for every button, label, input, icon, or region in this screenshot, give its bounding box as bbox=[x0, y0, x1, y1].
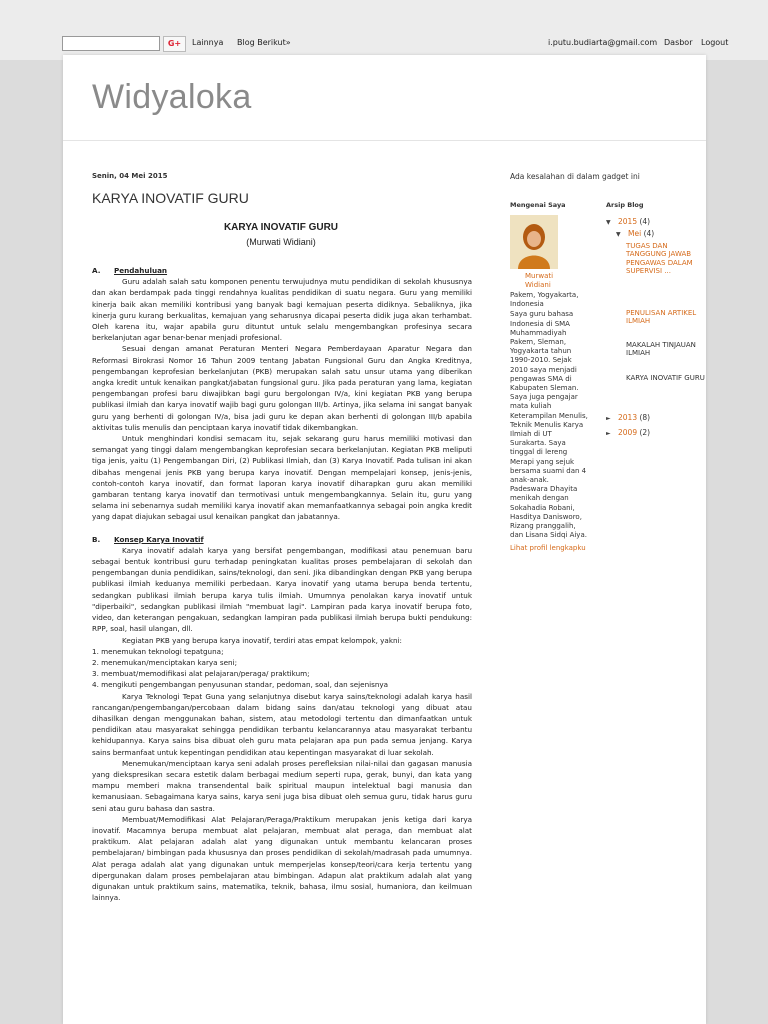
archive-post-link[interactable]: PENULISAN ARTIKEL ILMIAH bbox=[626, 309, 697, 326]
archive-year-2013[interactable]: ► 2013 (8) bbox=[606, 413, 651, 422]
next-blog-link[interactable]: Blog Berikut» bbox=[237, 38, 291, 47]
collapsed-triangle-icon: ► bbox=[606, 415, 611, 422]
paragraph: Membuat/Memodifikasi Alat Pelajaran/Peraga/Praktikum merupakan jenis ketiga dari karya inovatif. Macamnya berupa membuat alat pelajaran, membuat alat peraga, dan membuat alat praktikum. Alat pelajaran adalah alat yang digunakan untuk membantu kelancaran proses pembelajaran/ bimbingan pada khususnya dan proses pendidikan di sekolah/madrasah pada umumnya. Alat peraga adalah alat yang digunakan untuk memperjelas konsep/teori/cara kerja tertentu yang dipergunakan dalam proses pembelajaran atau bimbingan. Adapun alat praktikum adalah alat yang digunakan untuk praktikum sains, matematika, teknik, bahasa, ilmu sosial, humaniora, dan keilmuan lainnya. bbox=[92, 814, 472, 903]
paragraph: Karya Teknologi Tepat Guna yang selanjutnya disebut karya sains/teknologi adalah karya hasil rancangan/pengembangan/percobaan dalam bidang sains dan/atau teknologi yang dibuat atau dihasilkan dengan menggunakan bahan, sistem, atau metodologi tertentu dan dimanfaatkan untuk pendidikan atau masyarakat sehingga pendidikan terbantu kelancarannya atau masyarakat terbantu kehidupannya. Karya sains bisa dibuat oleh guru mata pelajaran apa pun pada semua jenjang. Karya sains bermanfaat untuk kepentingan pendidikan atau kepentingan masyarakat di luar sekolah. bbox=[92, 691, 472, 757]
post-title[interactable]: KARYA INOVATIF GURU bbox=[92, 190, 249, 206]
section-a-heading: A. Pendahuluan bbox=[92, 266, 168, 275]
header-divider bbox=[63, 140, 706, 141]
top-navbar bbox=[0, 0, 768, 60]
archive-post-link-current[interactable]: KARYA INOVATIF GURU bbox=[626, 374, 705, 382]
expanded-triangle-icon: ▼ bbox=[606, 219, 611, 226]
profile-avatar[interactable] bbox=[510, 215, 558, 269]
profile-location: Pakem, Yogyakarta, Indonesia bbox=[510, 291, 579, 309]
about-heading: Mengenai Saya bbox=[510, 201, 566, 209]
lainnya-link[interactable]: Lainnya bbox=[192, 38, 224, 47]
user-email: i.putu.budiarta@gmail.com bbox=[548, 38, 658, 47]
archive-heading: Arsip Blog bbox=[606, 201, 644, 209]
archive-year-2015[interactable]: ▼ 2015 (4) bbox=[606, 217, 651, 226]
logout-link[interactable]: Logout bbox=[701, 38, 729, 47]
archive-year-2009[interactable]: ► 2009 (2) bbox=[606, 428, 651, 437]
list-item: 1. menemukan teknologi tepatguna; bbox=[92, 646, 224, 656]
post-date: Senin, 04 Mei 2015 bbox=[92, 172, 168, 180]
blog-title[interactable]: Widyaloka bbox=[92, 78, 252, 116]
profile-bio: Saya guru bahasa Indonesia di SMA Muhammadiyah Pakem, Sleman, Yogyakarta tahun 1990-2010. Sejak 2010 saya menjadi pengawas SMA di Kabupaten Sleman. Saya juga pengajar mata kuliah Keterampilan Menulis, Teknik Menulis Karya Ilmiah di UT Surakarta. Saya tinggal di lereng Merapi yang sejuk bersama suami dan 4 anak-anak. Padeswara Dhayita menikah dengan Sokahadia Robani, Hasditya Danisworo, Rizang pranggalih, dan Lisana Sidqi Aiya. bbox=[510, 310, 588, 540]
post-body bbox=[92, 265, 472, 903]
collapsed-triangle-icon: ► bbox=[606, 430, 611, 437]
full-profile-link[interactable]: Lihat profil lengkapku bbox=[510, 544, 586, 553]
paragraph: Karya inovatif adalah karya yang bersifat pengembangan, modifikasi atau penemuan baru sebagai bentuk kontribusi guru terhadap peningkatan kualitas proses pembelajaran di sekolah dan pengembangan dunia pendidikan, sains/teknologi, dan seni. Jika dibandingkan dengan PKB yang berupa publikasi ilmiah keduanya memiliki perbedaan. Karya inovatif yang utama berupa benda tertentu, sedangkan publikasi ilmiah berupa karya tulis ilmiah. Umumnya penolakan karya inovatif untuk "diperbaiki", sedangkan publikasi ilmiah "membuat lagi". Lampiran pada karya inovatif berupa foto, video, dan keterangan pengakuan, sedangkan lampiran pada publikasi ilmiah berupa bukti pendukung: RPP, soal, hasil ulangan, dll. bbox=[92, 545, 472, 634]
archive-post-link[interactable]: TUGAS DAN TANGGUNG JAWAB PENGAWAS DALAM SUPERVISI ... bbox=[626, 242, 693, 276]
list-item: 4. mengikuti pengembangan penyusunan standar, pedoman, soal, dan sejenisnya bbox=[92, 680, 389, 690]
expanded-triangle-icon: ▼ bbox=[616, 231, 621, 238]
gadget-error-note: Ada kesalahan di dalam gadget ini bbox=[510, 172, 640, 181]
profile-name-link[interactable]: Murwati Widiani bbox=[525, 272, 554, 289]
list-item: 3. membuat/memodifikasi alat pelajaran/peraga/ praktikum; bbox=[92, 669, 310, 679]
document-author: (Murwati Widiani) bbox=[246, 237, 316, 247]
archive-post-link[interactable]: MAKALAH TINJAUAN ILMIAH bbox=[626, 341, 696, 358]
paragraph: Guru adalah salah satu komponen penentu terwujudnya mutu pendidikan di sekolah khususnya dan akan berdampak pada tinggi rendahnya kualitas pendidikan di suatu negara. Guru yang memiliki kinerja baik akan memiliki kontribusi yang banyak bagi kemajuan peserta didiknya. Sebaliknya, jika kinerja guru kurang berkualitas, kemajuan yang seharusnya dicapai peserta didik juga akan terhambat. Oleh karena itu, wajar apabila guru dituntut untuk selalu mengembangkan profesinya secara berkelanjutan agar benar-benar menjadi profesional. bbox=[92, 277, 472, 343]
paragraph: Untuk menghindari kondisi semacam itu, sejak sekarang guru harus memiliki motivasi dan semangat yang tinggi dalam mengembangkan keprofesian secara berkelanjutan. Kegiatan PKB meliputi tiga jenis, yaitu (1) Pengembangan Diri, (2) Publikasi Ilmiah, dan (3) Karya Inovatif. Pada tulisan ini akan dibahas mengenai jenis PKB yang berupa karya inovatif. Dengan mempelajari konsep, jenis-jenis, contoh-contoh karya inovatif, dan format laporan karya inovatif diharapkan guru akan memiliki gambaran tentang karya inovatif dan termotivasi untuk mengembangkannya. Selain itu, guru yang selama ini sebenarnya sudah memiliki karya inovatif akan memanfaatkannya sebagai poin angka kredit yang dapat diajukan sebagai usul kenaikan pangkat dan jabatannya. bbox=[92, 434, 472, 522]
dasbor-link[interactable]: Dasbor bbox=[664, 38, 693, 47]
paragraph: Kegiatan PKB yang berupa karya inovatif, terdiri atas empat kelompok, yakni: bbox=[122, 635, 402, 645]
archive-month-mei[interactable]: ▼ Mei (4) bbox=[616, 229, 655, 238]
profile-description bbox=[510, 291, 588, 554]
gplus-button[interactable]: G+ bbox=[163, 36, 186, 52]
list-item: 2. menemukan/menciptakan karya seni; bbox=[92, 657, 237, 667]
paragraph: Menemukan/menciptaan karya seni adalah proses perefleksian nilai-nilai dan gagasan manusia yang diekspresikan secara estetik dalam berbagai medium seperti rupa, gerak, bunyi, dan kata yang mampu memberi makna transendental baik spiritual maupun intelektual bagi manusia dan kemanusiaan. Sebagaimana karya sains, karya seni juga bisa dibuat oleh semua guru, tidak harus guru seni atau guru bahasa dan sastra. bbox=[92, 758, 472, 813]
search-input[interactable] bbox=[62, 36, 160, 51]
document-title: KARYA INOVATIF GURU bbox=[223, 222, 339, 233]
paragraph: Sesuai dengan amanat Peraturan Menteri Negara Pemberdayaan Aparatur Negara dan Reformasi Birokrasi Nomor 16 Tahun 2009 tentang Jabatan Fungsional Guru dan Angka Kreditnya, pengembangan keprofesian berkelanjutan (PKB) merupakan salah satu unsur utama yang diberikan angka kredit untuk kenaikan pangkat/jabatan fungsional guru. Jika pada peraturan yang lama, kegiatan pengembangan profesi baru diwajibkan bagi guru bergolongan IV/a, kini kegiatan PKB yang berupa publikasi ilmiah dan karya inovatif wajib bagi guru golongan III/b. Artinya, jika selama ini sangat banyak guru yang berhenti di golongan IV/a, bisa jadi guru ke depan akan berhenti di golongan III/b apabila aktivitas tulis menulis dan penciptaan karya inovatif tidak dikembangkan. bbox=[92, 344, 472, 432]
section-b-heading: B. Konsep Karya Inovatif bbox=[92, 534, 204, 544]
